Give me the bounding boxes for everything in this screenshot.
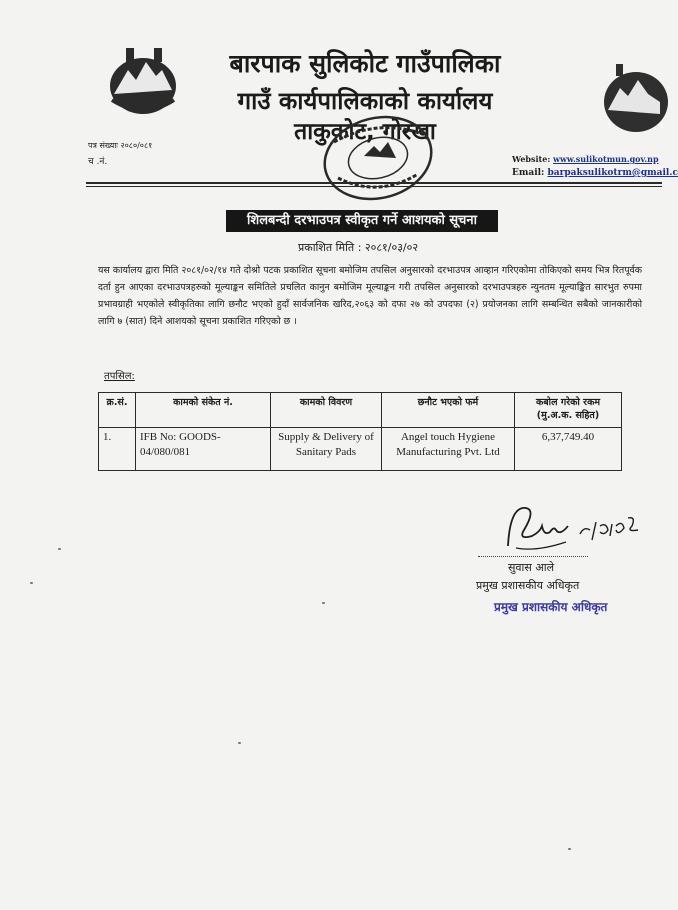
dispatch-number: च .नं. [88, 157, 108, 167]
nepal-emblem-right-icon [598, 62, 662, 136]
office-location: ताकुकोट, गोरखा [294, 119, 436, 145]
website-line [512, 154, 659, 164]
schedule-label: तपसिल: [104, 371, 135, 382]
scan-speck [58, 548, 61, 550]
scan-speck [322, 602, 325, 604]
signer-title: प्रमुख प्रशासकीय अधिकृत [476, 579, 580, 592]
published-date: प्रकाशित मिति : २०८१/०३/०२ [298, 241, 419, 254]
notice-body: यस कार्यालय द्वारा मिति २०८१/०२/१४ गते दोश्रो पटक प्रकाशित सूचना बमोजिम तपसिल अनुसारको दरभाउपत्र आव्हान गरिएकोमा तोकिएको समय भित्र रितपूर्वक दर्ता हुन आएका दरभाउपत्रहरुको मूल्याङ्कन समितिले प्रचलित कानुन बमोजिम मूल्याङ्कन गरी तपसिल अनुसारको दरभाउपत्रहरु न्युनतम मूल्याङ्कित सारभुत रुपमा प्रभावग्राही भएकोले स्वीकृतिका लागि छनौट भएको हुदाँ सार्वजनिक खरिद,२०६३ को दफा २७ को उपदफा (२) प्रयोजनका लागि सम्बन्धित सबैको जानकारीको लागि ७ (सात) दिने आशयको सूचना प्रकाशित गरिएको छ । [98, 265, 642, 327]
office-name: बारपाक सुलिकोट गाउँपालिका [229, 49, 501, 78]
cell-selected-firm: Angel touch Hygiene Manufacturing Pvt. Ltd [382, 428, 515, 471]
col-serial: क्र.सं. [99, 393, 136, 428]
cell-work-code: IFB No: GOODS-04/080/081 [136, 428, 271, 471]
website-link[interactable]: www.sulikotmun.gov.np [553, 154, 659, 164]
award-table [98, 392, 622, 471]
col-selected-firm: छनौट भएको फर्म [382, 393, 515, 428]
email-label: Email: [512, 168, 548, 178]
cell-work-description: Supply & Delivery of Sanitary Pads [271, 428, 382, 471]
col-work-code: कामको संकेत नं. [136, 393, 271, 428]
cell-serial: 1. [99, 428, 136, 471]
signer-name: सुवास आले [508, 561, 555, 574]
scan-speck [30, 582, 33, 584]
nepal-emblem-left-icon [104, 44, 182, 120]
table-row [99, 428, 622, 471]
handwritten-signature-icon [496, 496, 656, 556]
reference-number: पत्र संख्याः २०८०/०८१ [88, 141, 153, 150]
table-header-row [99, 393, 622, 428]
col-work-description: कामको विवरण [271, 393, 382, 428]
notice-title: शिलबन्दी दरभाउपत्र स्वीकृत गर्ने आशयको सूचना [226, 210, 498, 232]
scan-speck [568, 848, 571, 850]
email-line [512, 168, 678, 178]
office-seal-stamp-icon [318, 112, 438, 208]
office-subtitle: गाउँ कार्यपालिकाको कार्यालय [237, 87, 493, 115]
website-label: Website: [512, 154, 554, 164]
col-bid-amount: कबोल गरेको रकम (मु.अ.क. सहित) [515, 393, 622, 428]
email-link[interactable]: barpaksulikotrm@gmail.c [547, 168, 678, 178]
scan-speck [238, 742, 241, 744]
signature-line [478, 556, 588, 557]
cell-bid-amount: 6,37,749.40 [515, 428, 622, 471]
designation-stamp: प्रमुख प्रशासकीय अधिकृत [494, 600, 608, 614]
